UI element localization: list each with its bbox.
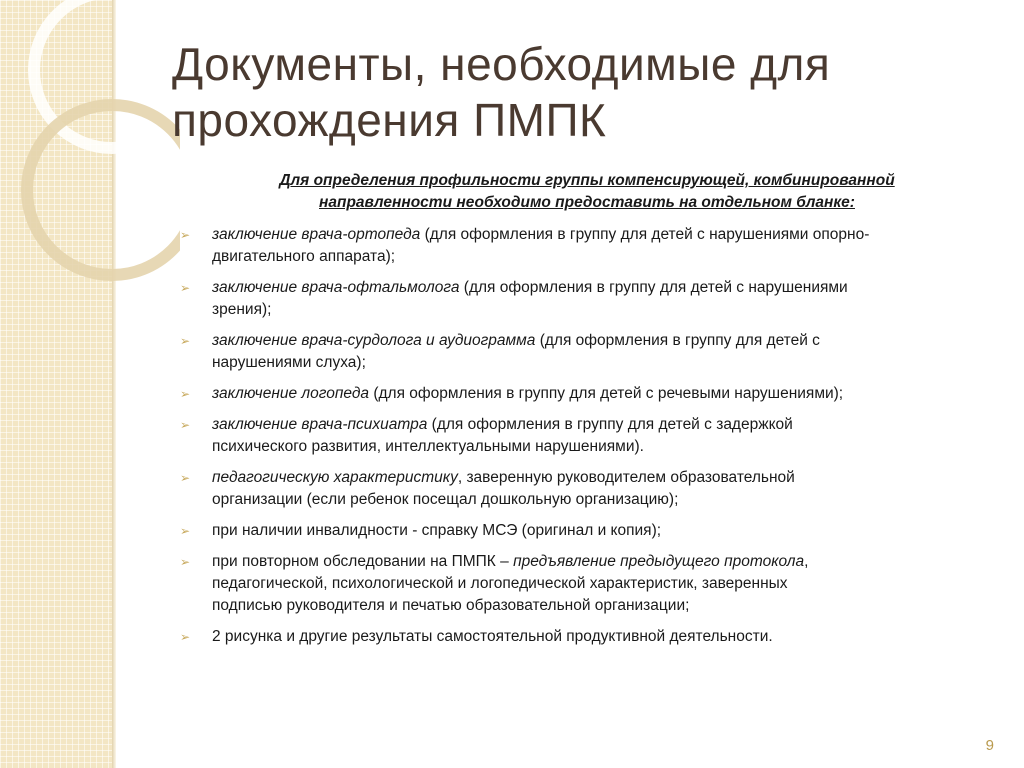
item-line: заключение врача-психиатра (для оформления в группу для детей с задержкой [212,416,793,433]
arrow-bullet-icon: ➢ [180,471,191,485]
list-item [180,224,995,268]
list-item [180,414,995,458]
title-line: прохождения ПМПК [172,94,607,146]
decorative-circles [0,0,180,300]
arrow-bullet-icon: ➢ [180,387,191,401]
italic-fragment: педагогическую характеристику [212,469,458,486]
list-item [180,383,995,405]
item-line: нарушениями слуха); [212,354,366,371]
arrow-bullet-icon: ➢ [180,630,191,644]
list-item [180,277,995,321]
italic-fragment: заключение врача-ортопеда [212,226,421,243]
list-item [180,467,995,511]
arrow-bullet-icon: ➢ [180,228,191,242]
item-line: заключение логопеда (для оформления в группу для детей с речевыми нарушениями); [212,385,844,402]
item-line: двигательного аппарата); [212,248,396,265]
item-line: заключение врача-сурдолога и аудиограмма (для оформления в группу для детей с [212,332,820,349]
page-number: 9 [985,737,994,754]
item-line: 2 рисунка и другие результаты самостоятельной продуктивной деятельности. [212,628,773,645]
item-line: зрения); [212,301,272,318]
document-list [180,224,995,657]
arrow-bullet-icon: ➢ [180,334,191,348]
arrow-bullet-icon: ➢ [180,555,191,569]
item-line: психического развития, интеллектуальными нарушениями). [212,438,644,455]
subtitle-line: направленности необходимо предоставить на отдельном бланке: [319,194,855,211]
item-line: при наличии инвалидности - справку МСЭ (оригинал и копия); [212,522,662,539]
list-item [180,520,995,542]
item-line: при повторном обследовании на ПМПК – предъявление предыдущего протокола, [212,553,809,570]
arrow-bullet-icon: ➢ [180,524,191,538]
italic-fragment: заключение врача-психиатра [212,416,428,433]
arrow-bullet-icon: ➢ [180,418,191,432]
item-line: педагогической, психологической и логопедической характеристик, заверенных [212,575,788,592]
list-item [180,551,995,617]
italic-fragment: заключение врача-сурдолога и аудиограмма [212,332,536,349]
item-line: заключение врача-офтальмолога (для оформления в группу для детей с нарушениями [212,279,848,296]
title-line: Документы, необходимые для [172,38,831,90]
list-item [180,626,995,648]
list-item [180,330,995,374]
item-line: заключение врача-ортопеда (для оформления в группу для детей с нарушениями опорно- [212,226,870,243]
item-line: организации (если ребенок посещал дошкольную организацию); [212,491,679,508]
item-line: подписью руководителя и печатью образовательной организации; [212,597,690,614]
slide-title [172,36,972,148]
item-line: педагогическую характеристику, заверенную руководителем образовательной [212,469,795,486]
italic-fragment: предъявление предыдущего протокола [513,553,805,570]
italic-fragment: заключение врача-офтальмолога [212,279,460,296]
arrow-bullet-icon: ➢ [180,281,191,295]
italic-fragment: заключение логопеда [212,385,370,402]
slide-subtitle [172,170,1002,214]
subtitle-line: Для определения профильности группы компенсирующей, комбинированной [279,172,895,189]
